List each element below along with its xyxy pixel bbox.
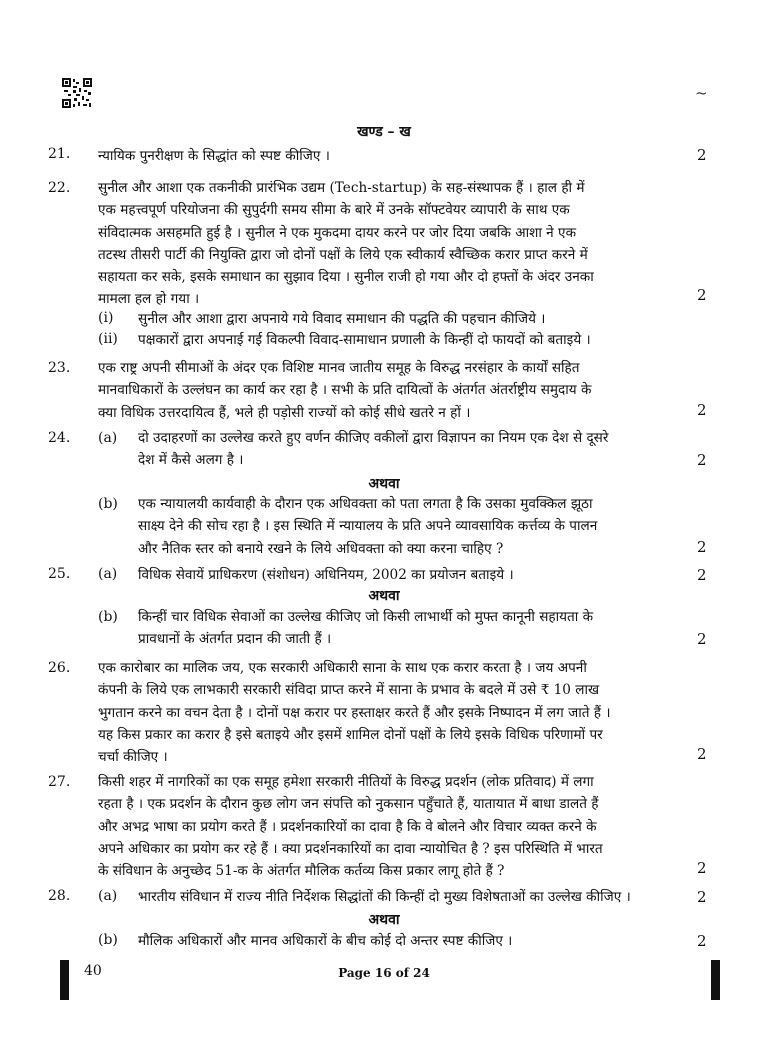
- question-number: 26.: [48, 660, 71, 676]
- question-number: 25.: [48, 566, 71, 582]
- text-line: मानवाधिकारों के उल्लंघन का कार्य कर रहा है । सभी के प्रति दायित्वों के अंतर्गत अंतर्राष्ट्रीय समुदाय के: [98, 382, 592, 399]
- text-line: के संविधान के अनुच्छेद 51-क के अंतर्गत मौलिक कर्तव्य किस प्रकार लागू होते हैं ?: [98, 863, 505, 880]
- question-marks: 2: [697, 538, 707, 556]
- text-line: क्या विधिक उत्तरदायित्व हैं, भले ही पड़ोसी राज्यों को कोई सीधे खतरे न हों ।: [98, 404, 471, 421]
- question-text: [98, 771, 603, 882]
- text-line: सुनील और आशा एक तकनीकी प्रारंभिक उद्यम (Tech-startup) के सह-संस्थापक हैं । हाल ही में: [98, 180, 585, 196]
- question-marks: 2: [697, 451, 707, 469]
- option-label: (a): [98, 430, 118, 446]
- section-title: खण्ड – ख: [357, 124, 411, 140]
- question-text: [98, 657, 611, 768]
- qr-code-icon: [62, 78, 92, 108]
- part-text: सुनील और आशा द्वारा अपनाये गये विवाद समाधान की पद्धति की पहचान कीजिये ।: [138, 311, 546, 327]
- question-marks: 2: [697, 630, 707, 648]
- text-line: एक राष्ट्र अपनी सीमाओं के अंदर एक विशिष्ट मानव जातीय समूह के विरुद्ध नरसंहार के कार्यों सहित: [98, 360, 580, 376]
- option-label: (b): [98, 932, 118, 948]
- text-line: चर्चा कीजिए ।: [98, 749, 168, 766]
- question-text: [98, 177, 594, 311]
- question-marks: 2: [697, 566, 707, 584]
- option-label: (a): [98, 888, 118, 904]
- question-marks: 2: [697, 401, 707, 419]
- question-number: 22.: [48, 180, 71, 196]
- option-text: [138, 606, 593, 651]
- text-line: साक्ष्य देने की सोच रहा है । इस स्थिति में न्यायालय के प्रति अपने व्यावसायिक कर्त्तव्य के पालन: [138, 518, 598, 535]
- option-label: (b): [98, 609, 118, 625]
- question-number: 27.: [48, 774, 71, 790]
- text-line: देश में कैसे अलग है ।: [138, 452, 244, 469]
- text-line: यह किस प्रकार का करार है इसे बताइये और इसमें शामिल दोनों पक्षों के लिये इसके विधिक परिणामों पर: [98, 726, 603, 743]
- or-separator: अथवा: [368, 476, 400, 492]
- text-line: सहायता कर सके, इसके समाधान का सुझाव दिया । सुनील राजी हो गया और दो हफ्तों के अंदर उनका: [98, 269, 594, 286]
- option-text: विधिक सेवायें प्राधिकरण (संशोधन) अधिनियम, 2002 का प्रयोजन बताइये ।: [138, 567, 514, 583]
- question-marks: 2: [697, 859, 707, 877]
- text-line: किसी शहर में नागरिकों का एक समूह हमेशा सरकारी नीतियों के विरुद्ध प्रदर्शन (लोक प्रतिवाद) में लगा: [98, 774, 594, 790]
- option-text: भारतीय संविधान में राज्य नीति निर्देशक सिद्धांतों की किन्हीं दो मुख्य विशेषताओं का उल्लेख कीजिए ।: [138, 889, 631, 905]
- text-line: किन्हीं चार विधिक सेवाओं का उल्लेख कीजिए जो किसी लाभार्थी को मुफ्त कानूनी सहायता के: [138, 609, 594, 625]
- text-line: और नैतिक स्तर को बनाये रखने के लिये अधिवक्ता को क्या करना चाहिए ?: [138, 540, 504, 557]
- paper-code: 40: [84, 963, 102, 979]
- or-separator: अथवा: [368, 588, 400, 604]
- text-line: एक महत्त्वपूर्ण परियोजना की सुपुर्दगी समय सीमा के बारे में उनके सॉफ्टवेयर व्यापारी के साथ एक: [98, 202, 570, 219]
- part-text: पक्षकारों द्वारा अपनाई गई विकल्पी विवाद-सामाधान प्रणाली के किन्हीं दो फायदों को बताइये ।: [138, 332, 591, 348]
- question-text: न्यायिक पुनरीक्षण के सिद्धांत को स्पष्ट कीजिए ।: [98, 148, 330, 164]
- text-line: रहता है । एक प्रदर्शन के दौरान कुछ लोग जन संपत्ति को नुकसान पहुँचाते हैं, यातायात में बाधा डालते हैं: [98, 796, 599, 813]
- text-line: एक कारोबार का मालिक जय, एक सरकारी अधिकारी साना के साथ एक करार करता है । जय अपनी: [98, 660, 587, 676]
- text-line: दो उदाहरणों का उल्लेख करते हुए वर्णन कीजिए वकीलों द्वारा विज्ञापन का नियम एक देश से दूसरे: [138, 430, 609, 446]
- text-line: तटस्थ तीसरी पार्टी की नियुक्ति द्वारा जो दोनों पक्षों के लिये एक स्वीकार्य स्वैच्छिक करार प्राप्त करने में: [98, 246, 588, 263]
- option-text: [138, 427, 608, 472]
- text-line: संविदात्मक असहमति हुई है । सुनील ने एक मुकदमा दायर करने पर जोर दिया जबकि आशा ने एक: [98, 224, 577, 241]
- text-line: कंपनी के लिये एक लाभकारी सरकारी संविदा प्राप्त करने में साना के प्रभाव के बदले में उसे ₹ 10 लाख: [98, 682, 600, 699]
- option-text: [138, 493, 597, 560]
- text-line: अपने अधिकार का प्रयोग कर रहे हैं । क्या प्रदर्शनकारियों का दावा न्यायोचित है ? इस परिस्थिति में भारत: [98, 840, 603, 857]
- question-text: [98, 357, 591, 424]
- text-line: मामला हल हो गया ।: [98, 291, 200, 308]
- text-line: एक न्यायालयी कार्यवाही के दौरान एक अधिवक्ता को पता लगता है कि उसका मुवक्किल झूठा: [138, 496, 593, 512]
- question-marks: 2: [697, 932, 707, 950]
- question-number: 21.: [48, 146, 71, 162]
- option-text: मौलिक अधिकारों और मानव अधिकारों के बीच कोई दो अन्तर स्पष्ट कीजिए ।: [138, 933, 513, 949]
- option-label: (a): [98, 566, 118, 582]
- text-line: भुगतान करने का वचन देता है । दोनों पक्ष करार पर हस्ताक्षर करते हैं और इसके निष्पादन में लग जाते हैं ।: [98, 704, 611, 721]
- page-number: Page 16 of 24: [338, 966, 430, 980]
- question-marks: 2: [697, 146, 707, 164]
- question-number: 28.: [48, 888, 71, 904]
- question-number: 23.: [48, 360, 71, 376]
- text-line: प्रावधानों के अंतर्गत प्रदान की जाती हैं ।: [138, 631, 332, 648]
- corner-mark: ~: [695, 84, 708, 102]
- question-number: 24.: [48, 430, 71, 446]
- or-separator: अथवा: [368, 912, 400, 928]
- option-label: (b): [98, 496, 118, 512]
- question-marks: 2: [697, 888, 707, 906]
- question-marks: 2: [697, 286, 707, 304]
- part-label: (ii): [98, 331, 118, 347]
- question-marks: 2: [697, 745, 707, 763]
- part-label: (i): [98, 310, 114, 326]
- text-line: और अभद्र भाषा का प्रयोग करते हैं । प्रदर्शनकारियों का दावा है कि वे बोलने और विचार व्यक्त करने के: [98, 818, 597, 835]
